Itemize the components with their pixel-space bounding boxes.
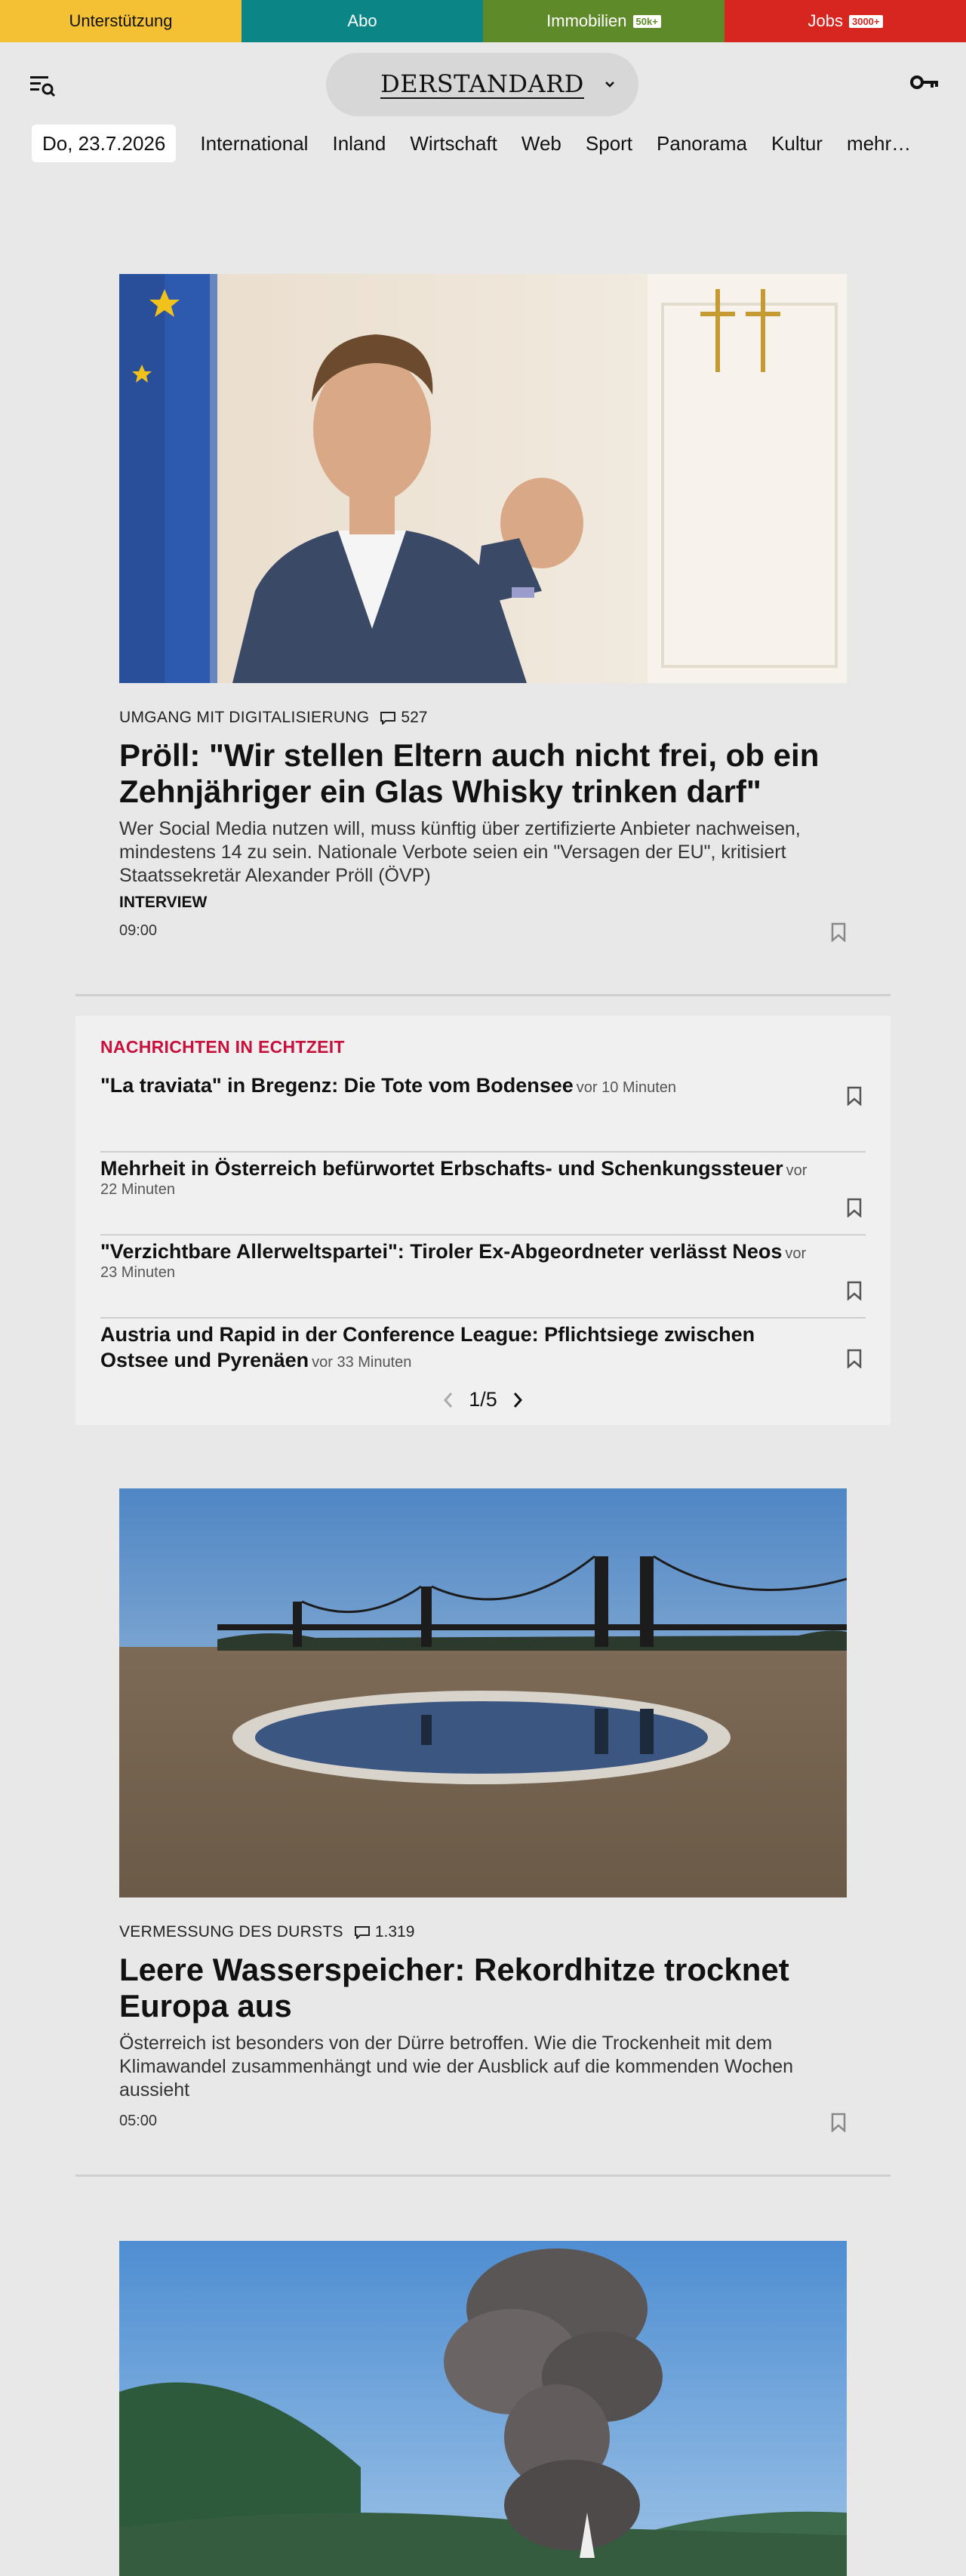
- live-news-pager: [75, 1388, 891, 1411]
- comment-count-value: 1.319: [374, 1923, 415, 1940]
- live-news-item[interactable]: [100, 1153, 866, 1236]
- site-logo: DERSTANDARD: [380, 69, 584, 98]
- kicker-text: VERMESSUNG DES DURSTS: [119, 1923, 343, 1940]
- key-icon: [910, 74, 940, 91]
- live-news-time: vor 33 Minuten: [312, 1354, 412, 1371]
- bookmark-button[interactable]: [846, 1086, 863, 1109]
- count-badge: 3000+: [849, 15, 883, 28]
- article-headline[interactable]: Pröll: "Wir stellen Eltern auch nicht frei, ob ein Zehnjähriger ein Glas Whisky trinken darf": [119, 737, 820, 809]
- section-divider: [75, 994, 891, 996]
- bookmark-button[interactable]: [846, 1198, 863, 1220]
- login-button[interactable]: [910, 74, 940, 91]
- service-bar: [0, 0, 966, 42]
- live-news-time: vor 23 Minuten: [100, 1245, 807, 1281]
- article-image[interactable]: [119, 1488, 847, 1897]
- article-time: 05:00: [119, 2113, 158, 2129]
- article-teaser[interactable]: [119, 2241, 847, 2576]
- nav-item-sport[interactable]: Sport: [585, 131, 633, 155]
- chevron-right-icon: [512, 1391, 524, 1409]
- nav-item-more[interactable]: mehr…: [846, 131, 912, 155]
- article-meta: [119, 922, 847, 945]
- bookmark-icon: [830, 2113, 847, 2132]
- bookmark-icon: [846, 1198, 863, 1217]
- comment-count[interactable]: [354, 1923, 415, 1941]
- service-link-label: Unterstützung: [69, 11, 173, 30]
- comment-count-value: 527: [401, 709, 428, 726]
- bookmark-button[interactable]: [846, 1281, 863, 1303]
- live-news-title: NACHRICHTEN IN ECHTZEIT: [100, 1037, 345, 1057]
- bookmark-button[interactable]: [846, 1349, 863, 1371]
- service-link-abo[interactable]: [242, 0, 483, 42]
- logo-switcher[interactable]: [326, 53, 638, 116]
- page-indicator: 1/5: [469, 1388, 497, 1411]
- service-link-immobilien[interactable]: [483, 0, 724, 42]
- live-news-headline[interactable]: Mehrheit in Österreich befürwortet Erbschafts- und Schenkungssteuer: [100, 1157, 783, 1180]
- comment-icon: [380, 711, 396, 725]
- service-link-support[interactable]: [0, 0, 242, 42]
- menu-search-button[interactable]: [29, 72, 57, 98]
- date-chip: Do, 23.7.2026: [32, 125, 176, 162]
- bookmark-icon: [846, 1086, 863, 1106]
- bookmark-button[interactable]: [830, 922, 847, 946]
- article-meta: [119, 2113, 847, 2135]
- article-time: 09:00: [119, 922, 158, 939]
- chevron-down-icon: [604, 78, 616, 91]
- article-lead: Österreich ist besonders von der Dürre betroffen. Wie die Trockenheit mit dem Klimawandel zusammenhängt und wie der Ausblick auf die kommenden Wochen aussieht: [119, 2033, 794, 2101]
- article-image[interactable]: [119, 274, 847, 683]
- nav-item-wirtschaft[interactable]: Wirtschaft: [410, 131, 497, 155]
- live-news-box: [75, 1016, 891, 1425]
- live-news-list: [100, 1069, 866, 1402]
- article-kicker: [119, 1923, 847, 1941]
- bookmark-icon: [846, 1349, 863, 1368]
- article-lead: Wer Social Media nutzen will, muss künftig über zertifizierte Anbieter nachweisen, mindestens 14 zu sein. Nationale Verbote seien ein "Versagen der EU", kritisiert Staatssekretär Alexander Pröll (ÖVP): [119, 818, 801, 886]
- article-headline[interactable]: Leere Wasserspeicher: Rekordhitze trocknet Europa aus: [119, 1952, 789, 2024]
- live-news-headline[interactable]: "Verzichtbare Allerweltspartei": Tiroler Ex-Abgeordneter verlässt Neos: [100, 1240, 783, 1263]
- article-kicker: [119, 709, 847, 727]
- live-news-headline[interactable]: "La traviata" in Bregenz: Die Tote vom Bodensee: [100, 1074, 574, 1097]
- service-link-label: Abo: [347, 11, 377, 30]
- live-news-headline[interactable]: Austria und Rapid in der Conference League: Pflichtsiege zwischen Ostsee und Pyrenäen: [100, 1323, 755, 1371]
- nav-item-web[interactable]: Web: [521, 131, 561, 155]
- service-link-label: Jobs: [808, 11, 843, 30]
- live-news-item[interactable]: [100, 1236, 866, 1319]
- bookmark-button[interactable]: [830, 2113, 847, 2137]
- live-news-time: vor 22 Minuten: [100, 1162, 808, 1198]
- nav-item-kultur[interactable]: Kultur: [771, 131, 823, 155]
- kicker-text: UMGANG MIT DIGITALISIERUNG: [119, 709, 370, 726]
- live-news-time: vor 10 Minuten: [576, 1079, 677, 1096]
- comment-icon: [354, 1925, 371, 1939]
- article-tag: INTERVIEW: [119, 894, 208, 911]
- article-teaser[interactable]: [119, 1488, 847, 2135]
- prev-page-button[interactable]: [437, 1389, 460, 1411]
- section-nav: [0, 124, 966, 163]
- chevron-left-icon: [442, 1391, 454, 1409]
- menu-search-icon: [29, 72, 57, 98]
- section-divider: [75, 2174, 891, 2177]
- nav-item-international[interactable]: International: [200, 131, 309, 155]
- article-teaser[interactable]: [119, 274, 847, 945]
- live-news-item[interactable]: [100, 1069, 866, 1153]
- service-link-jobs[interactable]: [724, 0, 966, 42]
- bookmark-icon: [830, 922, 847, 942]
- article-image[interactable]: [119, 2241, 847, 2576]
- nav-item-inland[interactable]: Inland: [332, 131, 386, 155]
- nav-item-panorama[interactable]: Panorama: [657, 131, 748, 155]
- count-badge: 50k+: [633, 15, 661, 28]
- service-link-label: Immobilien: [546, 11, 627, 30]
- comment-count[interactable]: [380, 709, 427, 727]
- next-page-button[interactable]: [506, 1389, 529, 1411]
- bookmark-icon: [846, 1281, 863, 1300]
